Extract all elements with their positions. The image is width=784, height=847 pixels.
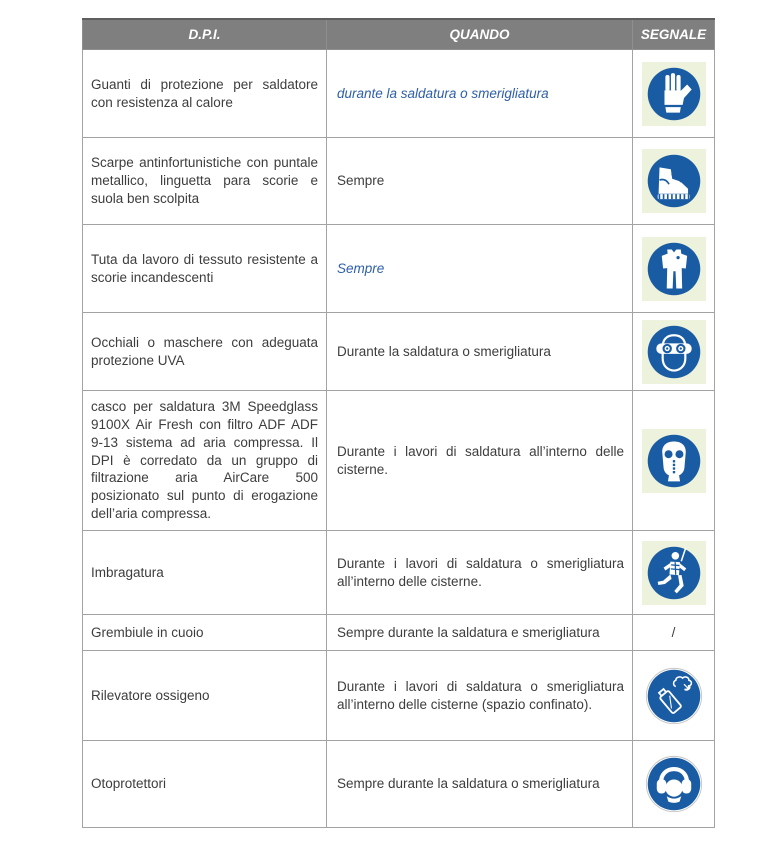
dpi-cell: Scarpe antinfortunistiche con puntale metallico, linguetta para scorie e suola ben scolpita — [83, 138, 327, 225]
harness-icon — [642, 541, 706, 605]
header-quando: QUANDO — [327, 19, 633, 50]
no-sign-slash: / — [671, 624, 676, 640]
segnale-cell — [633, 50, 715, 138]
goggles-icon — [642, 320, 706, 384]
table-row — [83, 531, 715, 615]
dpi-cell: Guanti di protezione per saldatore con resistenza al calore — [83, 50, 327, 138]
quando-cell: Sempre — [327, 138, 633, 225]
table-row — [83, 615, 715, 651]
dpi-cell: Occhiali o maschere con adeguata protezione UVA — [83, 313, 327, 391]
segnale-cell — [633, 531, 715, 615]
quando-cell: Durante la saldatura o smerigliatura — [327, 313, 633, 391]
dpi-cell: Rilevatore ossigeno — [83, 651, 327, 741]
quando-cell: Sempre durante la saldatura e smerigliatura — [327, 615, 633, 651]
dpi-cell: Imbragatura — [83, 531, 327, 615]
segnale-cell — [633, 391, 715, 531]
segnale-cell — [633, 138, 715, 225]
dpi-cell: Tuta da lavoro di tessuto resistente a scorie incandescenti — [83, 225, 327, 313]
ear-protection-icon — [642, 752, 706, 816]
segnale-cell — [633, 225, 715, 313]
safety-boots-icon — [642, 149, 706, 213]
table-row — [83, 391, 715, 531]
quando-cell: Durante i lavori di saldatura o smerigliatura all’interno delle cisterne (spazio confinato). — [327, 651, 633, 741]
welding-mask-icon — [642, 429, 706, 493]
ppe-table-container — [82, 18, 715, 828]
segnale-cell — [633, 615, 715, 651]
dpi-cell: casco per saldatura 3M Speedglass 9100X Air Fresh con filtro ADF ADF 9-13 sistema ad aria compressa. Il DPI è corredato da un gruppo di filtrazione aria AirCare 500 posizionato sul punto di erogazione dell’aria compressa. — [83, 391, 327, 531]
header-segnale: SEGNALE — [633, 19, 715, 50]
table-row — [83, 225, 715, 313]
dpi-table — [82, 18, 715, 828]
quando-cell: Sempre durante la saldatura o smerigliatura — [327, 741, 633, 828]
coverall-icon — [642, 237, 706, 301]
table-header — [83, 19, 715, 50]
segnale-cell — [633, 313, 715, 391]
segnale-cell — [633, 741, 715, 828]
quando-cell: Durante i lavori di saldatura o smerigliatura all’interno delle cisterne. — [327, 531, 633, 615]
segnale-cell — [633, 651, 715, 741]
table-row — [83, 313, 715, 391]
gas-detector-icon — [642, 664, 706, 728]
table-body — [83, 50, 715, 828]
header-dpi: D.P.I. — [83, 19, 327, 50]
table-row — [83, 741, 715, 828]
dpi-cell: Otoprotettori — [83, 741, 327, 828]
table-row — [83, 651, 715, 741]
gloves-icon — [642, 62, 706, 126]
quando-cell: Durante i lavori di saldatura all’interno delle cisterne. — [327, 391, 633, 531]
quando-cell: durante la saldatura o smerigliatura — [327, 50, 633, 138]
quando-cell: Sempre — [327, 225, 633, 313]
table-row — [83, 138, 715, 225]
dpi-cell: Grembiule in cuoio — [83, 615, 327, 651]
table-row — [83, 50, 715, 138]
